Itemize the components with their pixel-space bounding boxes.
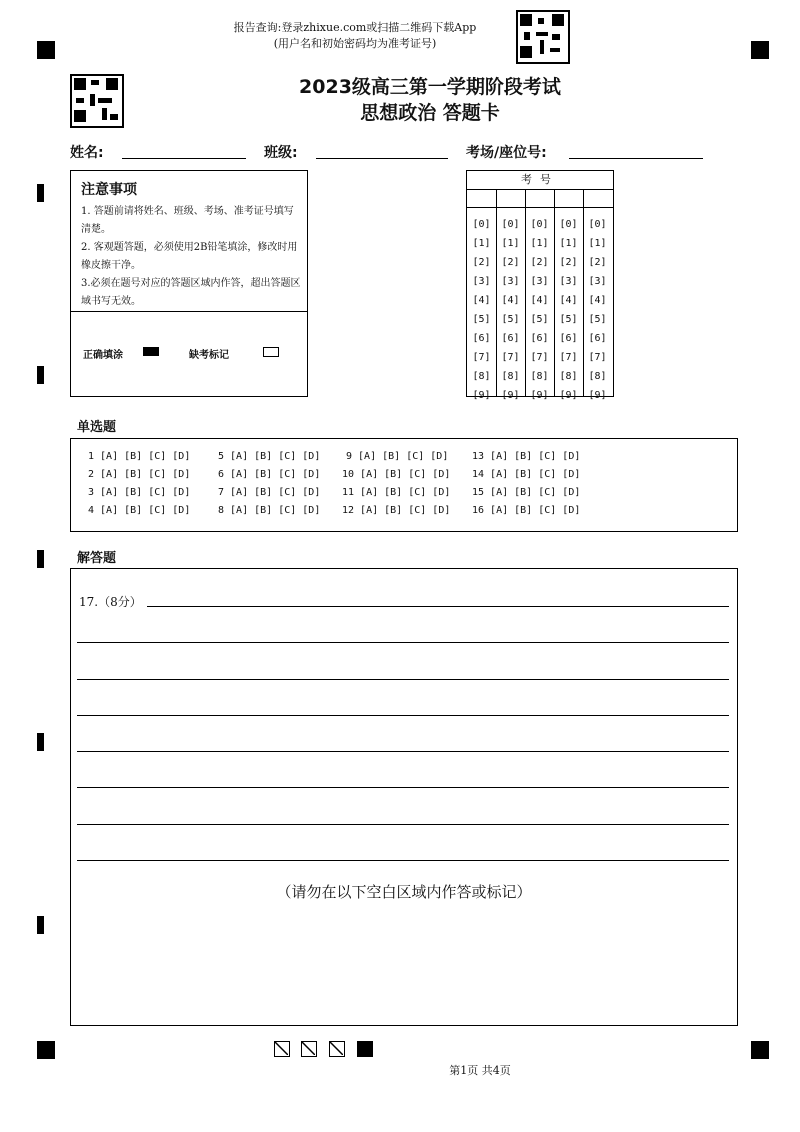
digit-bubble[interactable]: [2] [530,257,549,268]
qr-code-icon [70,74,124,128]
answer-line[interactable] [77,642,729,643]
absent-checkbox[interactable] [263,347,279,357]
digit-bubble[interactable]: [4] [472,295,491,306]
digit-bubble[interactable]: [6] [530,333,549,344]
mc-question[interactable]: 3 [A] [B] [C] [D] [88,487,191,498]
notice-title: 注意事项 [81,182,137,198]
correct-fill-label: 正确填涂 [83,350,123,361]
answer-section-title: 解答题 [77,551,117,566]
digit-bubble[interactable]: [3] [559,276,578,287]
digit-bubble[interactable]: [0] [530,219,549,230]
mc-question[interactable]: 5 [A] [B] [C] [D] [218,451,321,462]
blank-area-note: （请勿在以下空白区域内作答或标记） [276,883,532,901]
digit-bubble[interactable]: [7] [501,352,520,363]
digit-column[interactable] [554,215,583,405]
digit-bubble[interactable]: [5] [472,314,491,325]
timing-bar [37,550,44,568]
digit-bubble[interactable]: [6] [588,333,607,344]
alignment-mark [37,41,55,59]
digit-bubble[interactable]: [7] [588,352,607,363]
class-label: 班级: [264,145,298,161]
room-seat-label: 考场/座位号: [466,145,547,161]
exam-number-grid [466,170,614,401]
digit-column[interactable] [496,215,525,405]
digit-bubble[interactable]: [5] [588,314,607,325]
digit-bubble[interactable]: [2] [559,257,578,268]
digit-bubble[interactable]: [3] [588,276,607,287]
qr-code-icon [516,10,570,64]
report-note-line1: 报告查询:登录zhixue.com或扫描二维码下载App [233,21,477,34]
digit-bubble[interactable]: [1] [559,238,578,249]
digit-bubble[interactable]: [3] [472,276,491,287]
digit-bubble[interactable]: [1] [530,238,549,249]
digit-bubble[interactable]: [8] [472,371,491,382]
report-note-line2: (用户名和初始密码均为准考证号) [273,37,437,50]
digit-bubble[interactable]: [8] [530,371,549,382]
digit-bubble[interactable]: [4] [530,295,549,306]
report-note [230,20,480,52]
digit-bubble[interactable]: [5] [530,314,549,325]
crossed-box-icon [274,1041,290,1057]
filled-box-icon [143,347,159,356]
mc-question[interactable]: 4 [A] [B] [C] [D] [88,505,191,516]
digit-bubble[interactable]: [9] [501,390,520,401]
digit-bubble[interactable]: [8] [501,371,520,382]
title-line2: 思想政治 答题卡 [360,102,500,124]
timing-bar [37,184,44,202]
name-field[interactable] [122,158,246,159]
crossed-box-icon [301,1041,317,1057]
digit-bubble[interactable]: [6] [559,333,578,344]
mc-question[interactable]: 2 [A] [B] [C] [D] [88,469,191,480]
filled-box-icon [357,1041,373,1057]
mc-question[interactable]: 7 [A] [B] [C] [D] [218,487,321,498]
digit-bubble[interactable]: [0] [588,219,607,230]
digit-column[interactable] [583,215,612,405]
answer-line[interactable] [77,715,729,716]
mc-question[interactable]: 10 [A] [B] [C] [D] [342,469,451,480]
digit-bubble[interactable]: [1] [588,238,607,249]
single-choice-box [70,438,738,532]
mc-question[interactable]: 15 [A] [B] [C] [D] [472,487,581,498]
notice-rule: 2. 客观题答题，必须使用2B铅笔填涂，修改时用橡皮擦干净。 [81,242,298,271]
notice-rule: 3.必须在题号对应的答题区域内作答，超出答题区域书写无效。 [81,278,301,307]
answer-box [70,568,738,1026]
mc-question[interactable]: 6 [A] [B] [C] [D] [218,469,321,480]
room-seat-field[interactable] [569,158,703,159]
answer-line[interactable] [77,679,729,680]
digit-bubble[interactable]: [0] [559,219,578,230]
answer-line[interactable] [77,787,729,788]
digit-bubble[interactable]: [4] [588,295,607,306]
alignment-mark [751,1041,769,1059]
digit-bubble[interactable]: [1] [501,238,520,249]
digit-bubble[interactable]: [3] [501,276,520,287]
answer-line[interactable] [77,860,729,861]
digit-bubble[interactable]: [4] [501,295,520,306]
timing-bar [37,916,44,934]
mc-question[interactable]: 9 [A] [B] [C] [D] [346,451,449,462]
exam-number-header: 考号 [467,171,613,190]
digit-column[interactable] [525,215,554,405]
question-17-label: 17.（8分） [79,595,142,609]
digit-bubble[interactable]: [1] [472,238,491,249]
digit-bubble[interactable]: [8] [559,371,578,382]
mc-question[interactable]: 13 [A] [B] [C] [D] [472,451,581,462]
notice-rules [81,203,301,311]
answer-line[interactable] [147,606,729,607]
digit-bubble[interactable]: [7] [472,352,491,363]
alignment-mark [37,1041,55,1059]
digit-bubble[interactable]: [9] [559,390,578,401]
mc-question[interactable]: 14 [A] [B] [C] [D] [472,469,581,480]
notice-box [70,170,308,397]
notice-rule: 1. 答题前请将姓名、班级、考场、准考证号填写清楚。 [81,206,294,235]
class-field[interactable] [316,158,448,159]
digit-bubble[interactable]: [2] [472,257,491,268]
digit-bubble[interactable]: [6] [501,333,520,344]
title-line1: 2023级高三第一学期阶段考试 [299,76,561,98]
timing-bar [37,733,44,751]
digit-bubble[interactable]: [4] [559,295,578,306]
crossed-box-icon [329,1041,345,1057]
digit-bubble[interactable]: [9] [472,390,491,401]
digit-column[interactable] [467,215,496,405]
alignment-mark [751,41,769,59]
digit-bubble[interactable]: [0] [501,219,520,230]
page-number: 第1页 共4页 [449,1064,511,1077]
answer-line[interactable] [77,751,729,752]
timing-bar [37,366,44,384]
mc-question[interactable]: 1 [A] [B] [C] [D] [88,451,191,462]
answer-line[interactable] [77,824,729,825]
name-label: 姓名: [70,145,104,161]
digit-bubble[interactable]: [7] [530,352,549,363]
digit-bubble[interactable]: [0] [472,219,491,230]
digit-bubble[interactable]: [9] [530,390,549,401]
notice-divider [71,311,307,312]
digit-bubble[interactable]: [2] [588,257,607,268]
digit-bubble[interactable]: [9] [588,390,607,401]
mc-question[interactable]: 12 [A] [B] [C] [D] [342,505,451,516]
exam-number-write-row[interactable] [467,189,613,208]
digit-bubble[interactable]: [7] [559,352,578,363]
digit-bubble[interactable]: [3] [530,276,549,287]
digit-bubble[interactable]: [5] [501,314,520,325]
mc-question[interactable]: 8 [A] [B] [C] [D] [218,505,321,516]
single-choice-title: 单选题 [77,420,117,435]
absent-label: 缺考标记 [189,350,229,361]
digit-bubble[interactable]: [8] [588,371,607,382]
page-title [250,74,610,126]
digit-bubble[interactable]: [6] [472,333,491,344]
digit-bubble[interactable]: [5] [559,314,578,325]
mc-question[interactable]: 11 [A] [B] [C] [D] [342,487,451,498]
mc-question[interactable]: 16 [A] [B] [C] [D] [472,505,581,516]
digit-bubble[interactable]: [2] [501,257,520,268]
